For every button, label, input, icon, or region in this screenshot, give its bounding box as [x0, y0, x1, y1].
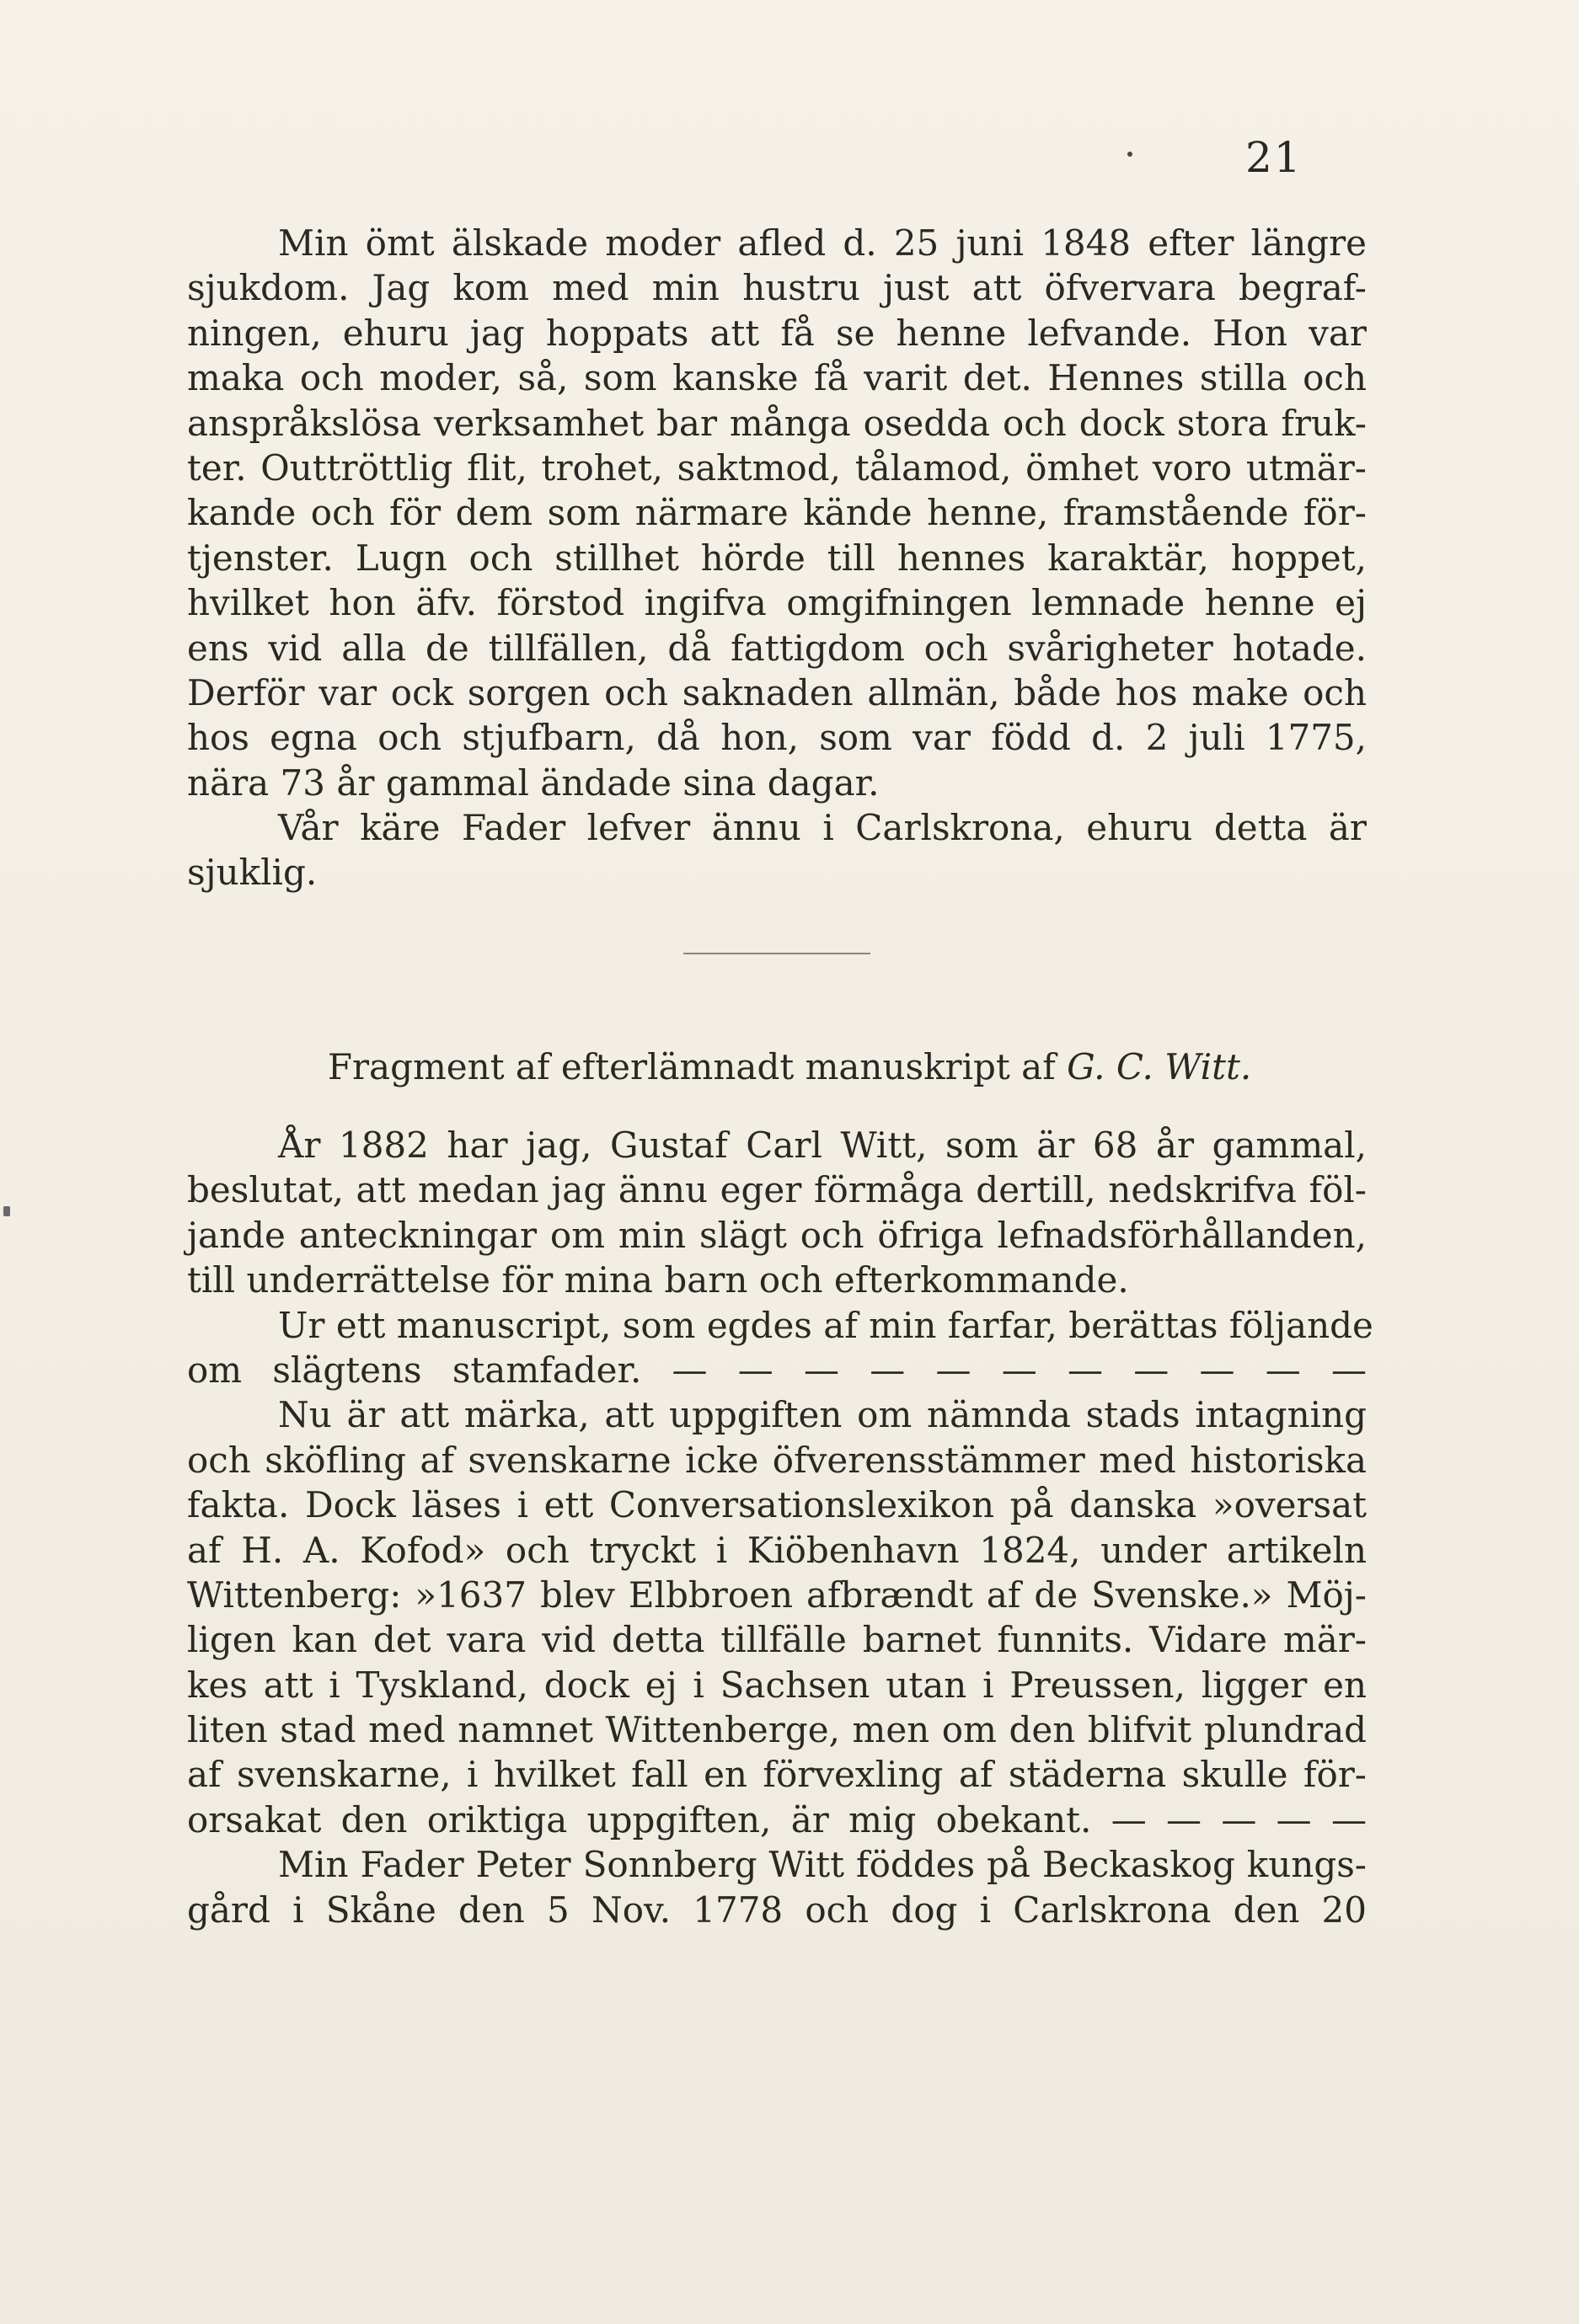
text-line: År 1882 har jag, Gustaf Carl Witt, som är 68 år gammal, — [278, 1125, 1367, 1166]
section-divider — [683, 953, 870, 954]
text-line: till underrättelse för mina barn och efterkommande. — [187, 1259, 1129, 1301]
author-name: G. C. Witt. — [1067, 1046, 1252, 1087]
text-line: Wittenberg: »1637 blev Elbbroen afbrændt af de Svenske.» Möj- — [187, 1573, 1367, 1616]
text-line: Min ömt älskade moder afled d. 25 juni 1848 efter längre — [278, 222, 1367, 264]
text-line: Min Fader Peter Sonnberg Witt föddes på Beckaskog kungs- — [278, 1844, 1367, 1886]
text-line: sjukdom. Jag kom med min hustru just att öfvervara begraf- — [187, 267, 1367, 309]
text-line: hvilket hon äfv. förstod ingifva omgifningen lemnade henne ej — [187, 582, 1367, 624]
heading-text: Fragment af efterlämnadt manuskript af — [327, 1046, 1068, 1087]
text-line: och sköfling af svenskarne icke öfverensstämmer med historiska — [187, 1439, 1367, 1481]
text-line: af svenskarne, i hvilket fall en förvexling af städerna skulle för- — [187, 1754, 1367, 1796]
text-line: ningen, ehuru jag hoppats att få se henne lefvande. Hon var — [187, 312, 1367, 354]
text-line: liten stad med namnet Wittenberge, men om den blifvit plundrad — [187, 1709, 1367, 1751]
text-line: Ur ett manuscript, som egdes af min farfar, berättas följande — [278, 1304, 1373, 1346]
text-line: Vår käre Fader lefver ännu i Carlskrona, ehuru detta är — [278, 807, 1367, 849]
section-heading — [0, 1044, 1579, 1089]
text-line: orsakat den oriktiga uppgiften, är mig obekant. — — — — — — [187, 1798, 1367, 1841]
text-line: om slägtens stamfader. — — — — — — — — — — — — [187, 1349, 1367, 1391]
paragraph-manuscript-fragment — [187, 1123, 1373, 1932]
stray-dot — [1127, 152, 1132, 157]
text-line: ter. Outtröttlig flit, trohet, saktmod, tålamod, ömhet voro utmär- — [187, 446, 1367, 489]
text-line: maka och moder, så, som kanske få varit det. Hennes stilla och — [187, 357, 1367, 399]
text-line: ligen kan det vara vid detta tillfälle barnet funnits. Vidare mär- — [187, 1619, 1367, 1661]
margin-mark — [3, 1206, 10, 1216]
text-line: fakta. Dock läses i ett Conversationslexikon på danska »oversat — [187, 1484, 1367, 1526]
text-line: kes att i Tyskland, dock ej i Sachsen utan i Preussen, ligger en — [187, 1664, 1367, 1706]
text-line: hos egna och stjufbarn, då hon, som var född d. 2 juli 1775, — [187, 717, 1367, 759]
text-line: anspråkslösa verksamhet bar många osedda och dock stora fruk- — [187, 402, 1367, 444]
text-line: kande och för dem som närmare kände henne, framstående för- — [187, 492, 1367, 534]
text-line: jande anteckningar om min slägt och öfriga lefnadsförhållanden, — [187, 1214, 1367, 1256]
text-line: Nu är att märka, att uppgiften om nämnda stads intagning — [278, 1394, 1367, 1436]
text-line: sjuklig. — [187, 852, 318, 894]
text-line: ens vid alla de tillfällen, då fattigdom och svårigheter hotade. — [187, 627, 1367, 669]
text-line: nära 73 år gammal ändade sina dagar. — [187, 761, 880, 804]
paragraph-mother-obituary — [187, 221, 1367, 895]
text-line: beslutat, att medan jag ännu eger förmåga dertill, nedskrifva föl- — [187, 1169, 1367, 1211]
text-line: tjenster. Lugn och stillhet hörde till hennes karaktär, hoppet, — [187, 537, 1367, 579]
text-line: Derför var ock sorgen och saknaden allmän, både hos make och — [187, 671, 1367, 713]
text-line: gård i Skåne den 5 Nov. 1778 och dog i Carlskrona den 20 — [187, 1889, 1367, 1931]
page-number: 21 — [1245, 133, 1303, 182]
text-line: af H. A. Kofod» och tryckt i Kiöbenhavn 1824, under artikeln — [187, 1529, 1367, 1571]
